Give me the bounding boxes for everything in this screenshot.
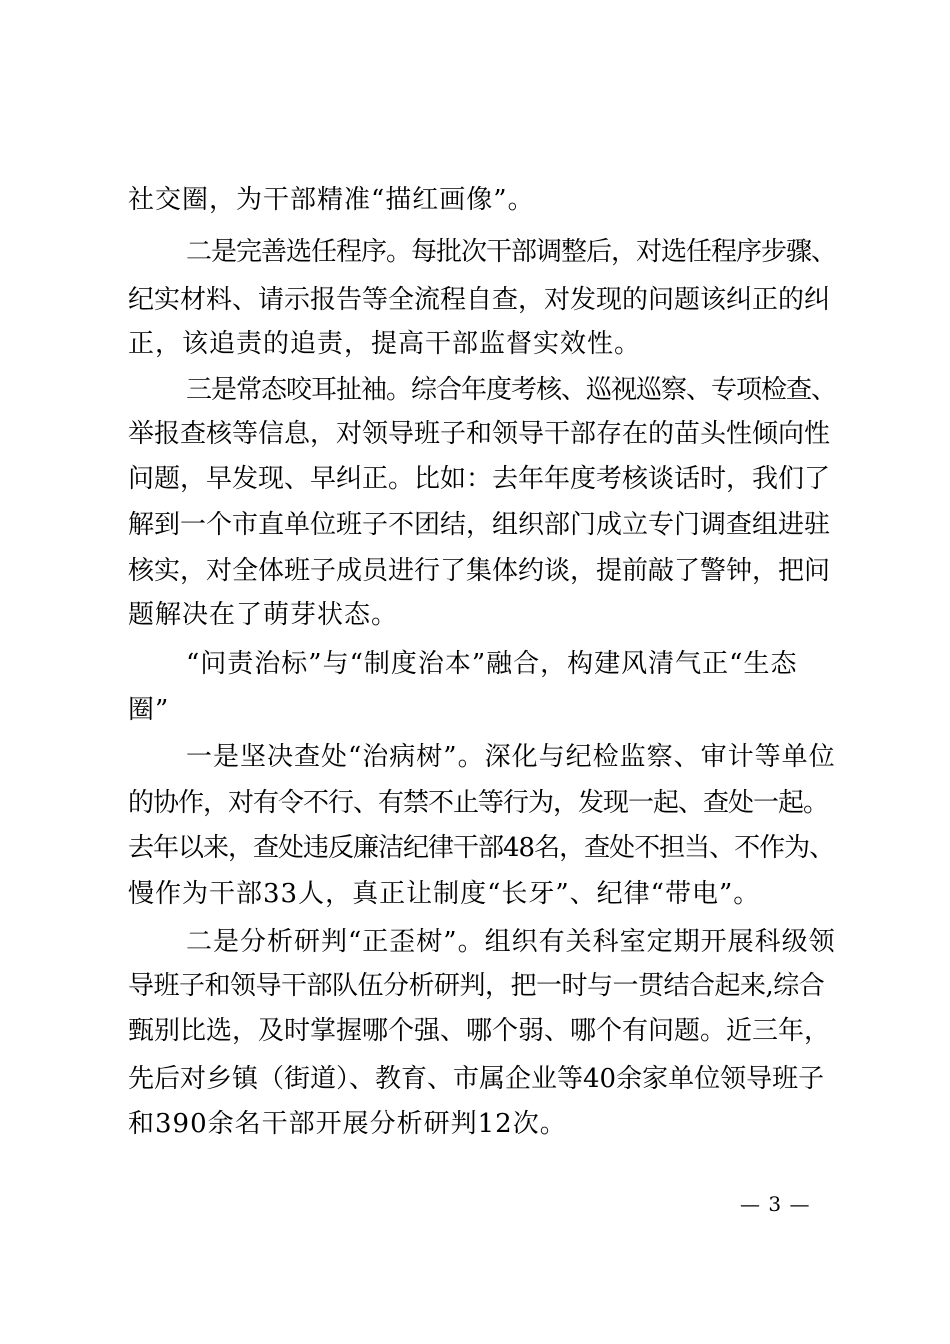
text-line: 题解决在了萌芽状态。: [128, 600, 399, 630]
text-line: 去年以来，查处违反廉洁纪律干部48名，查处不担当、不作为、: [128, 833, 835, 863]
text-line: 导班子和领导干部队伍分析研判，把一时与一贯结合起来,综合: [128, 971, 825, 1001]
paragraph-first-line: 二是分析研判“正歪树”。组织有关科室定期开展科级领: [186, 927, 836, 957]
text-line: 和390余名干部开展分析研判12次。: [128, 1109, 567, 1139]
text-line: 慢作为干部33人，真正让制度“长牙”、纪律“带电”。: [128, 879, 761, 909]
text-line: 正，该追责的追责，提高干部监督实效性。: [128, 329, 642, 359]
text-line: 纪实材料、请示报告等全流程自查，对发现的问题该纠正的纠: [128, 285, 831, 315]
section-heading: “问责治标”与“制度治本”融合，构建风清气正“生态: [186, 649, 798, 679]
text-line: 社交圈，为干部精准“描红画像”。: [128, 185, 535, 215]
page-number: — 3 —: [740, 1192, 811, 1216]
paragraph-first-line: 三是常态咬耳扯袖。综合年度考核、巡视巡察、专项检查、: [186, 375, 837, 405]
text-line: 解到一个市直单位班子不团结，组织部门成立专门调查组进驻: [128, 510, 831, 540]
text-line: 甄别比选，及时掌握哪个强、哪个弱、哪个有问题。近三年，: [128, 1016, 831, 1046]
text-line: 举报查核等信息，对领导班子和领导干部存在的苗头性倾向性: [128, 419, 831, 449]
text-line: 先后对乡镇（街道）、教育、市属企业等40余家单位领导班子: [128, 1064, 825, 1094]
paragraph-first-line: 二是完善选任程序。每批次干部调整后，对选任程序步骤、: [186, 237, 837, 267]
text-line: 核实，对全体班子成员进行了集体约谈，提前敲了警钟，把问: [128, 556, 831, 586]
text-line: 问题，早发现、早纠正。比如：去年年度考核谈话时，我们了: [128, 464, 831, 494]
paragraph-first-line: 一是坚决查处“治病树”。深化与纪检监察、审计等单位: [186, 742, 836, 772]
section-heading-continuation: 圈”: [128, 695, 170, 725]
text-line: 的协作，对有令不行、有禁不止等行为，发现一起、查处一起。: [128, 788, 829, 818]
